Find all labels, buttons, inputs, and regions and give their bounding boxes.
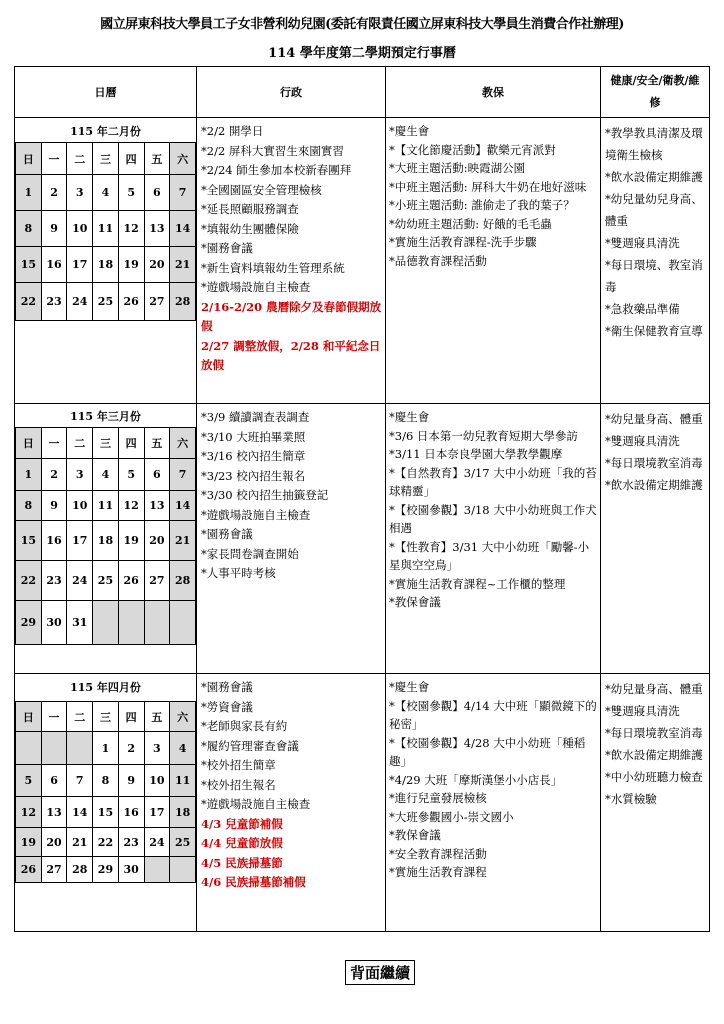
admin-item: *填報幼生團體保險 xyxy=(201,221,299,236)
calendar-day: 6 xyxy=(144,175,170,211)
calendar-day: 8 xyxy=(93,765,119,797)
calendar-day: 3 xyxy=(67,459,93,491)
calendar-day: 24 xyxy=(67,561,93,601)
calendar-day: 18 xyxy=(93,247,119,283)
health-item: *雙週寢具清洗 xyxy=(605,236,680,250)
calendar-day: 5 xyxy=(16,765,42,797)
calendar-day: 10 xyxy=(67,491,93,521)
calendar-day: 26 xyxy=(118,283,144,321)
health-list xyxy=(605,678,705,810)
calendar-day: 11 xyxy=(93,211,119,247)
calendar-day: 26 xyxy=(16,857,42,883)
calendar-day: 29 xyxy=(93,857,119,883)
calendar-day: 17 xyxy=(144,797,170,828)
calendar-day: 22 xyxy=(16,561,42,601)
calendar-day: 28 xyxy=(170,283,196,321)
education-item: *【校園參觀】3/18 大中小幼班與工作犬相遇 xyxy=(389,502,597,535)
calendar-day: 17 xyxy=(67,247,93,283)
calendar-day: 6 xyxy=(144,459,170,491)
calendar-day: 7 xyxy=(67,765,93,797)
weekday-header: 六 xyxy=(170,428,196,459)
education-item: *3/11 日本奈良學園大學教學觀摩 xyxy=(389,447,563,461)
calendar-day: 29 xyxy=(16,601,42,645)
admin-list xyxy=(201,678,383,893)
calendar-day: 2 xyxy=(41,175,67,211)
month-title: 115 年三月份 xyxy=(70,410,141,423)
admin-item: *園務會議 xyxy=(201,527,253,541)
calendar-day: 4 xyxy=(93,175,119,211)
empty-day xyxy=(41,732,67,765)
month-title: 115 年四月份 xyxy=(70,681,141,694)
calendar-day: 22 xyxy=(16,283,42,321)
calendar-day: 27 xyxy=(41,857,67,883)
health-item: *水質檢驗 xyxy=(605,792,657,806)
calendar-day: 10 xyxy=(67,211,93,247)
education-item: *教保會議 xyxy=(389,828,441,842)
calendar-day: 4 xyxy=(170,732,196,765)
weekday-header: 四 xyxy=(118,428,144,459)
education-list xyxy=(389,408,597,612)
calendar-day: 1 xyxy=(16,459,42,491)
calendar-day: 1 xyxy=(93,732,119,765)
calendar-day: 22 xyxy=(93,828,119,857)
admin-item: *校外招生簡章 xyxy=(201,758,276,772)
education-item: *實施生活教育課程~工作櫃的整理 xyxy=(389,576,566,591)
health-item: *幼兒量身高、體重 xyxy=(605,682,703,696)
empty-day xyxy=(16,732,42,765)
calendar-day: 20 xyxy=(41,828,67,857)
education-item: *大班參觀國小-崇文國小 xyxy=(389,809,514,824)
calendar-day: 23 xyxy=(41,561,67,601)
health-item: *每日環境、教室消毒 xyxy=(605,258,703,294)
header-education: 教保 xyxy=(482,86,504,99)
weekday-header: 日 xyxy=(16,143,42,175)
health-item: *每日環境教室消毒 xyxy=(605,456,703,470)
document-subtitle: 114 學年度第二學期預定行事曆 xyxy=(268,46,456,61)
calendar-day: 14 xyxy=(170,211,196,247)
education-item: *4/29 大班「摩斯漢堡小小店長」 xyxy=(389,772,563,787)
admin-item: *校外招生報名 xyxy=(201,777,276,792)
admin-item: *3/30 校內招生抽籤登記 xyxy=(201,488,329,502)
empty-day xyxy=(144,601,170,645)
holiday-item: 4/3 兒童節補假 xyxy=(201,816,283,831)
calendar-day: 30 xyxy=(118,857,144,883)
health-item: *雙週寢具清洗 xyxy=(605,704,680,718)
weekday-header: 日 xyxy=(16,428,42,459)
health-item: *幼兒量身高、體重 xyxy=(605,412,703,426)
education-item: *進行兒童發展檢核 xyxy=(389,791,487,805)
education-item: *【校園參觀】4/28 大中小幼班「種稻趣」 xyxy=(389,735,586,768)
empty-day xyxy=(93,601,119,645)
health-item: *雙週寢具清洗 xyxy=(605,434,680,448)
calendar-day: 16 xyxy=(41,247,67,283)
admin-item: *3/10 大班拍畢業照 xyxy=(201,429,306,444)
calendar-day: 21 xyxy=(67,828,93,857)
education-item: *大班主題活動:映霞湖公園 xyxy=(389,161,526,175)
education-item: *慶生會 xyxy=(389,124,430,138)
calendar-day: 9 xyxy=(118,765,144,797)
weekday-header: 三 xyxy=(93,428,119,459)
calendar-day: 20 xyxy=(144,521,170,561)
education-item: *幼幼班主題活動: 好餓的毛毛蟲 xyxy=(389,216,552,231)
calendar-day: 8 xyxy=(16,211,42,247)
document-title: 國立屏東科技大學員工子女非營利幼兒園(委託有限責任國立屏東科技大學員生消費合作社辦理) xyxy=(100,17,624,32)
calendar-day: 25 xyxy=(93,283,119,321)
education-item: *實施生活教育課程-洗手步驟 xyxy=(389,235,537,249)
calendar-day: 7 xyxy=(170,459,196,491)
admin-item: *3/16 校內招生簡章 xyxy=(201,449,306,463)
education-item: *3/6 日本第一幼兒教育短期大學參訪 xyxy=(389,428,578,443)
holiday-item: 4/6 民族掃墓節補假 xyxy=(201,875,306,889)
weekday-header: 六 xyxy=(170,702,196,732)
divider xyxy=(385,67,386,931)
admin-item: *遊戲場設施自主檢查 xyxy=(201,280,311,294)
admin-item: *延長照顧服務調查 xyxy=(201,202,299,216)
weekday-header: 五 xyxy=(144,428,170,459)
health-item: *飲水設備定期維護 xyxy=(605,170,703,184)
education-item: *中班主題活動: 屏科大牛奶在地好滋味 xyxy=(389,179,587,194)
calendar-day: 5 xyxy=(118,175,144,211)
health-item: *每日環境教室消毒 xyxy=(605,726,703,740)
admin-item: *全國園區安全管理檢核 xyxy=(201,182,322,197)
calendar-day: 8 xyxy=(16,491,42,521)
calendar-day: 27 xyxy=(144,561,170,601)
holiday-item: 2/16-2/20 農曆除夕及春節假期放假 xyxy=(201,299,382,333)
calendar-day: 23 xyxy=(118,828,144,857)
admin-item: *家長問卷調查開始 xyxy=(201,546,299,561)
schedule-table xyxy=(14,66,710,932)
education-item: *【文化節慶活動】歡樂元宵派對 xyxy=(389,142,556,157)
admin-item: *遊戲場設施自主檢查 xyxy=(201,507,311,522)
holiday-item: 4/4 兒童節放假 xyxy=(201,836,283,850)
education-item: *【校園參觀】4/14 大中班「顯微鏡下的秘密」 xyxy=(389,698,597,731)
calendar-day: 19 xyxy=(118,247,144,283)
health-item: *中小幼班聽力檢查 xyxy=(605,770,703,784)
calendar-day: 6 xyxy=(41,765,67,797)
month-calendar xyxy=(15,142,196,321)
calendar-day: 5 xyxy=(118,459,144,491)
admin-item: *新生資料填報幼生管理系統 xyxy=(201,260,345,275)
health-item: *衛生保健教育宣導 xyxy=(605,324,703,338)
admin-item: *老師與家長有約 xyxy=(201,719,288,733)
health-item: *飲水設備定期維護 xyxy=(605,748,703,762)
divider xyxy=(600,67,601,931)
calendar-day: 31 xyxy=(67,601,93,645)
admin-item: *人事平時考核 xyxy=(201,566,276,580)
calendar-day: 16 xyxy=(118,797,144,828)
header-admin: 行政 xyxy=(280,86,302,99)
calendar-day: 28 xyxy=(170,561,196,601)
education-item: *【自然教育】3/17 大中小幼班「我的苔球精靈」 xyxy=(389,465,597,498)
calendar-day: 12 xyxy=(118,491,144,521)
calendar-day: 7 xyxy=(170,175,196,211)
calendar-day: 1 xyxy=(16,175,42,211)
education-item: *教保會議 xyxy=(389,595,441,609)
calendar-day: 25 xyxy=(93,561,119,601)
calendar-day: 17 xyxy=(67,521,93,561)
education-item: *慶生會 xyxy=(389,410,430,424)
weekday-header: 二 xyxy=(67,702,93,732)
calendar-day: 19 xyxy=(118,521,144,561)
admin-item: *園務會議 xyxy=(201,680,253,694)
admin-item: *園務會議 xyxy=(201,241,253,255)
education-list xyxy=(389,122,597,270)
calendar-day: 13 xyxy=(144,491,170,521)
health-item: *飲水設備定期維護 xyxy=(605,478,703,492)
calendar-day: 15 xyxy=(16,247,42,283)
empty-day xyxy=(67,732,93,765)
empty-day xyxy=(170,857,196,883)
month-calendar xyxy=(15,701,196,883)
admin-item: *履約管理審查會議 xyxy=(201,738,299,753)
empty-day xyxy=(144,857,170,883)
weekday-header: 一 xyxy=(41,428,67,459)
weekday-header: 六 xyxy=(170,143,196,175)
holiday-item: 4/5 民族掃墓節 xyxy=(201,855,283,870)
weekday-header: 五 xyxy=(144,702,170,732)
admin-list xyxy=(201,408,383,584)
empty-day xyxy=(118,601,144,645)
calendar-day: 12 xyxy=(16,797,42,828)
header-health: 健康/安全/衛教/維修 xyxy=(610,74,700,109)
calendar-day: 24 xyxy=(144,828,170,857)
weekday-header: 一 xyxy=(41,702,67,732)
weekday-header: 四 xyxy=(118,702,144,732)
health-list xyxy=(605,408,705,496)
admin-item: *勞資會議 xyxy=(201,699,253,714)
weekday-header: 二 xyxy=(67,428,93,459)
calendar-day: 13 xyxy=(144,211,170,247)
continued-note: 背面繼續 xyxy=(345,960,415,985)
divider xyxy=(15,403,709,404)
education-item: *小班主題活動: 誰偷走了我的葉子？ xyxy=(389,198,575,212)
calendar-day: 27 xyxy=(144,283,170,321)
calendar-day: 2 xyxy=(41,459,67,491)
holiday-item: 2/27 調整放假，2/28 和平紀念日放假 xyxy=(201,338,381,372)
admin-item: *2/2 屏科大實習生來園實習 xyxy=(201,143,344,158)
calendar-day: 14 xyxy=(67,797,93,828)
calendar-day: 11 xyxy=(93,491,119,521)
calendar-day: 20 xyxy=(144,247,170,283)
calendar-day: 30 xyxy=(41,601,67,645)
calendar-day: 11 xyxy=(170,765,196,797)
weekday-header: 一 xyxy=(41,143,67,175)
health-item: *教學教具清潔及環境衛生檢核 xyxy=(605,126,703,162)
divider xyxy=(15,117,709,118)
health-list xyxy=(605,122,705,342)
education-item: *【性教育】3/31 大中小幼班「勵馨-小星與空空鳥」 xyxy=(389,539,590,572)
calendar-day: 2 xyxy=(118,732,144,765)
calendar-day: 19 xyxy=(16,828,42,857)
calendar-day: 15 xyxy=(16,521,42,561)
weekday-header: 五 xyxy=(144,143,170,175)
calendar-day: 14 xyxy=(170,491,196,521)
admin-item: *2/2 開學日 xyxy=(201,124,264,138)
weekday-header: 日 xyxy=(16,702,42,732)
calendar-day: 15 xyxy=(93,797,119,828)
health-item: *幼兒量幼兒身高、體重 xyxy=(605,192,703,228)
health-item: *急救藥品準備 xyxy=(605,302,680,316)
calendar-day: 3 xyxy=(67,175,93,211)
weekday-header: 三 xyxy=(93,143,119,175)
calendar-day: 24 xyxy=(67,283,93,321)
weekday-header: 三 xyxy=(93,702,119,732)
weekday-header: 二 xyxy=(67,143,93,175)
calendar-day: 23 xyxy=(41,283,67,321)
month-calendar xyxy=(15,427,196,645)
education-list xyxy=(389,678,597,882)
calendar-day: 10 xyxy=(144,765,170,797)
calendar-day: 21 xyxy=(170,521,196,561)
calendar-day: 9 xyxy=(41,491,67,521)
calendar-day: 3 xyxy=(144,732,170,765)
admin-item: *3/9 續讀調查表調查 xyxy=(201,410,310,424)
admin-item: *遊戲場設施自主檢查 xyxy=(201,797,311,811)
calendar-day: 9 xyxy=(41,211,67,247)
education-item: *安全教育課程活動 xyxy=(389,846,487,861)
weekday-header: 四 xyxy=(118,143,144,175)
education-item: *慶生會 xyxy=(389,680,430,694)
calendar-day: 28 xyxy=(67,857,93,883)
calendar-day: 18 xyxy=(93,521,119,561)
empty-day xyxy=(170,601,196,645)
calendar-day: 13 xyxy=(41,797,67,828)
month-title: 115 年二月份 xyxy=(70,125,141,138)
admin-item: *2/24 師生參加本校新春團拜 xyxy=(201,163,352,177)
calendar-day: 16 xyxy=(41,521,67,561)
calendar-day: 21 xyxy=(170,247,196,283)
admin-list xyxy=(201,122,383,376)
education-item: *實施生活教育課程 xyxy=(389,865,487,879)
divider xyxy=(15,673,709,674)
header-calendar: 日曆 xyxy=(94,86,117,99)
calendar-day: 26 xyxy=(118,561,144,601)
divider xyxy=(196,67,197,931)
education-item: *品德教育課程活動 xyxy=(389,253,487,268)
calendar-day: 4 xyxy=(93,459,119,491)
calendar-day: 12 xyxy=(118,211,144,247)
admin-item: *3/23 校內招生報名 xyxy=(201,468,306,483)
calendar-day: 25 xyxy=(170,828,196,857)
calendar-day: 18 xyxy=(170,797,196,828)
